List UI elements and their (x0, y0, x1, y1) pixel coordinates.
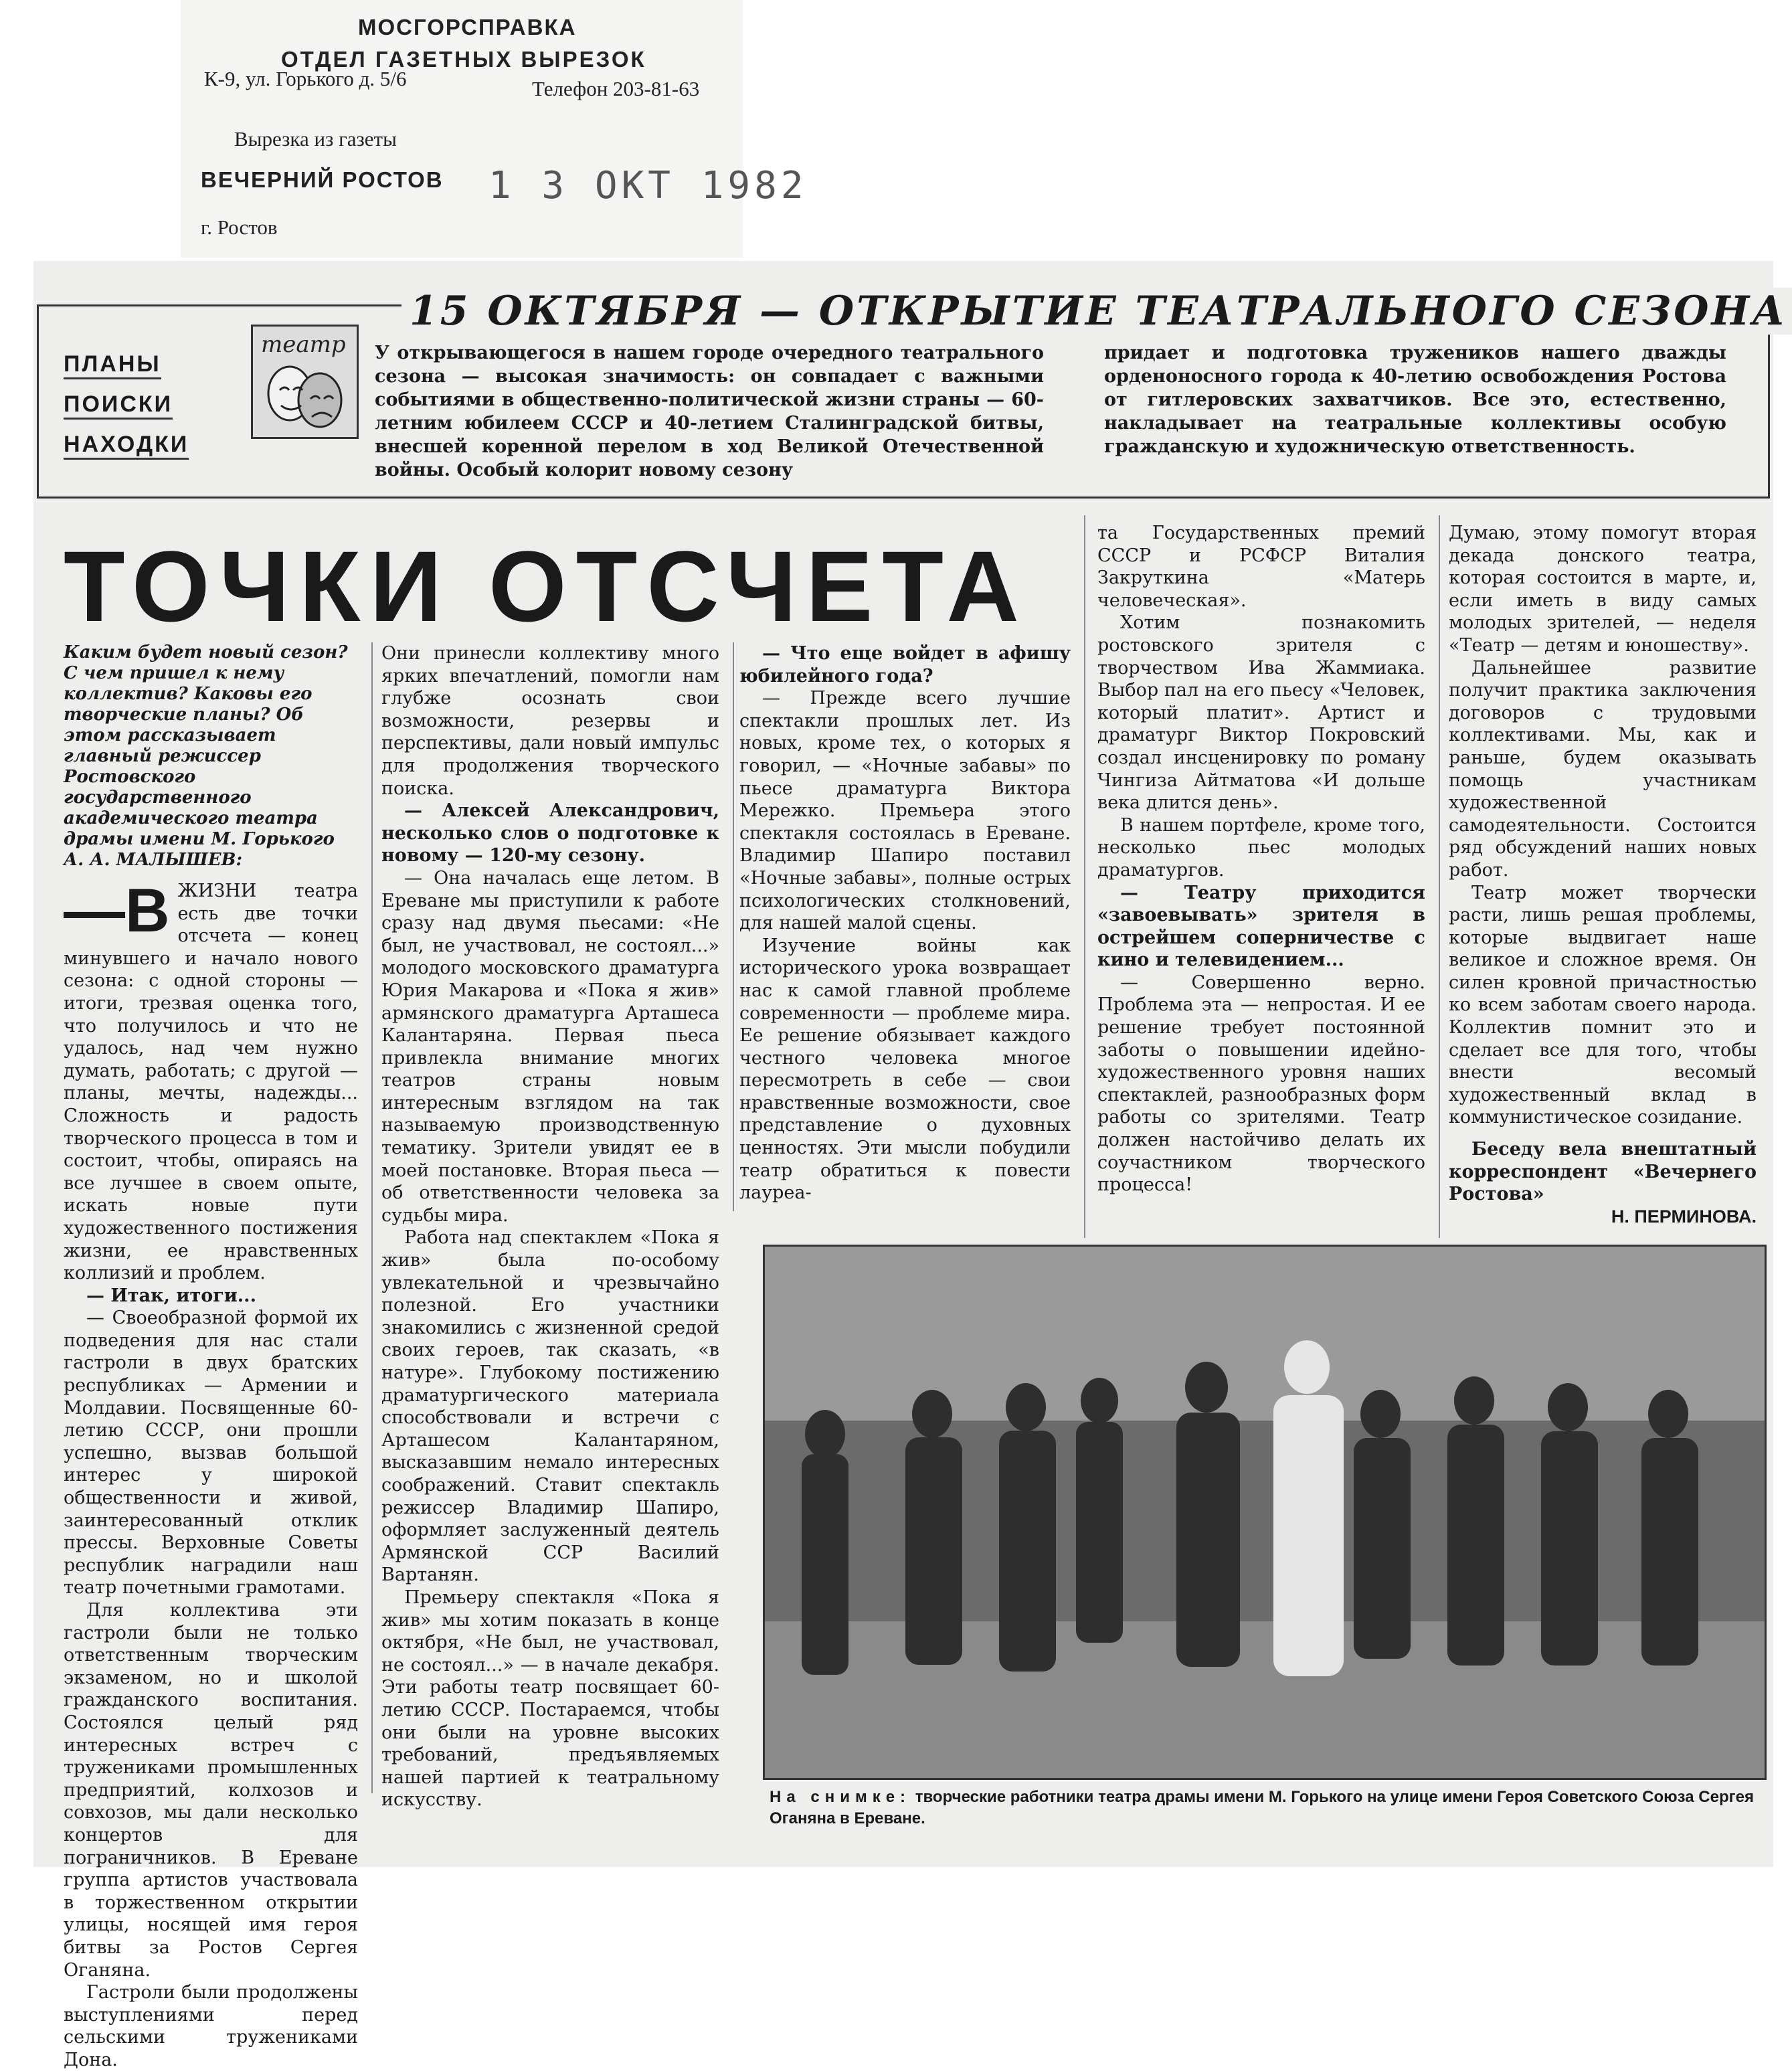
column-divider (1084, 515, 1085, 1238)
paragraph: Премьеру спектакля «Пока я жив» мы хотим показать в конце октября, «Не был, не участвовал, не состоял...» — в начале декабря. Эти работы театр посвящает 60-летию СССР. Постараемся, чтобы они были на уровне высоких требований, предъявляемых нашей партией к театральному искусству. (381, 1587, 719, 1811)
article-column-5 (1449, 522, 1757, 1228)
paragraph: — Она началась еще летом. В Ереване мы приступили к работе сразу над двумя пьесами: «Не был, не участвовал, не состоял...» молодого московского драматурга Юрия Макарова и «Пока я жив» армянского драматурга Арташеса Калантаряна. Первая пьеса привлекла внимание многих театров страны новым интересным взглядом на так называемую производственную тематику. Зрители увидят ее в моей постановке. Вторая пьеса — об ответственности человека за судьбы мира. (381, 867, 719, 1226)
logo-text: театр (261, 331, 346, 358)
paragraph: Думаю, этому помогут вторая декада донского театра, которая состоится в марте, и, если иметь в виду самых молодых зрителей, — неделя «Театр — детям и юношеству». (1449, 523, 1757, 656)
question: — Что еще войдет в афишу юбилейного года? (739, 643, 1071, 687)
paragraph: Гастроли были продолжены выступлениями перед сельскими тружениками Дона. (64, 1982, 358, 2070)
caption-lead: На снимке: (770, 1788, 911, 1806)
paragraph: Изучение войны как исторического урока возвращает нас к самой главной проблеме современности — проблеме мира. Ее решение обязывает каждого честного человека многое пересмотреть в себе — свои нравственные возможности, свое представление о духовных ценностях. Эти мысли побудили театр обратиться к повести лауреа- (739, 935, 1071, 1204)
paragraph: Для коллектива эти гастроли были не только ответственным творческим экзаменом, но и школой гражданского воспитания. Состоялся целый ряд интересных встреч с тружениками промышленных предприятий, колхозов и совхозов, мы дали несколько концертов для пограничников. В Ереване группа артистов участвовала в торжественном открытии улицы, носящей имя героя битвы за Ростов Сергея Оганяна. (64, 1600, 358, 1981)
question: — Итак, итоги... (86, 1285, 256, 1306)
column-divider (371, 642, 373, 1793)
paragraph: В нашем портфеле, кроме того, несколько пьес молодых драматургов. (1097, 814, 1425, 881)
article-column-3 (739, 642, 1071, 1204)
column-divider (1439, 515, 1440, 1238)
paragraph: Хотим познакомить ростовского зрителя с творчеством Ива Жаммиака. Выбор пал на его пьесу «Человек, который платит». Артист и драматург Виктор Покровский создал инсценировку по роману Чингиза Айтматова «И дольше века длится день». (1097, 612, 1425, 814)
stamp-phone: Телефон 203-81-63 (532, 77, 700, 100)
stamp-newspaper: ВЕЧЕРНИЙ РОСТОВ (201, 167, 444, 192)
author-signature: Н. ПЕРМИНОВА. (1611, 1206, 1757, 1227)
theatre-masks-logo (251, 325, 359, 439)
clipping-service-stamp (181, 0, 808, 258)
dropcap: —В (64, 877, 170, 945)
rubric-plans: ПЛАНЫ (64, 351, 161, 379)
question: — Алексей Александрович, несколько слов о подготовке к новому — 120-му сезону. (381, 800, 719, 867)
question: — Театру приходится «завоевывать» зрителя в острейшем соперничестве с кино и телевидением... (1097, 882, 1425, 971)
banner-lead-left: У открывающегося в нашем городе очередного театрального сезона — высокая значимость: он совпадает с важными событиями в общественно-политической жизни страны — 60-летним юбилеем СССР и 40-летием Сталинградской битвы, внесшей коренной перелом в ход Великой Отечественной войны. Особый колорит новому сезону (375, 343, 1044, 480)
article-headline: ТОЧКИ ОТСЧЕТА (64, 530, 1028, 642)
stamp-department: ОТДЕЛ ГАЗЕТНЫХ ВЫРЕЗОК (281, 47, 646, 72)
photo-caption (770, 1787, 1767, 1829)
column-divider (733, 642, 734, 1211)
stamp-address: К-9, ул. Горького д. 5/6 (204, 67, 407, 90)
byline: Беседу вела внештатный корреспондент «Вечернего Ростова» (1449, 1139, 1757, 1205)
stamp-agency: МОСГОРСПРАВКА (358, 15, 577, 39)
article-column-2 (381, 642, 719, 1811)
paragraph: Театр может творчески расти, лишь решая проблемы, которые выдвигает наше великое и сложное время. Он силен кровной причастностью ко всем заботам своего народа. Коллектив помнит это и сделает все для того, чтобы внести весомый художественный вклад в коммунистическое созидание. (1449, 882, 1757, 1128)
article-column-1 (64, 642, 358, 2071)
paragraph: Они принесли коллективу много ярких впечатлений, помогли нам глубже осознать свои возможности, резервы и перспективы, дали новый импульс для продолжения творческого поиска. (381, 643, 719, 799)
rubric-findings: НАХОДКИ (64, 432, 189, 460)
article-column-4 (1097, 522, 1425, 1196)
article-intro: Каким будет новый сезон? С чем пришел к нему коллектив? Каковы его творческие планы? Об этом рассказывает главный режиссер Ростовского государственного академического театра драмы имени М. Горького А. А. МАЛЫШЕВ: (64, 642, 348, 870)
paragraph: Работа над спектаклем «Пока я жив» была по-особому увлекательной и чрезвычайно полезной. Его участники знакомились с жизненной средой своих героев, так сказать, «в натуре». Глубокому постижению драматургического материала способствовали и встречи с Арташесом Калантаряном, высказавшим немало интересных соображений. Ставит спектакль режиссер Владимир Шапиро, оформляет заслуженный деятель Армянской ССР Василий Вартанян. (381, 1227, 719, 1586)
paragraph: — Своеобразной формой их подведения для нас стали гастроли в двух братских республиках — Армении и Молдавии. Посвященные 60-летию СССР, они прошли успешно, вызвав большой интерес у широкой общественности и живой, заинтересованный отклик прессы. Верховные Советы республик наградили наш театр почетными грамотами. (64, 1308, 358, 1599)
banner-title: 15 ОКТЯБРЯ — ОТКРЫТИЕ ТЕАТРАЛЬНОГО СЕЗОНА (401, 288, 1792, 335)
caption-text: творческие работники театра драмы имени М. Горького на улице имени Героя Советского Союза Сергея Оганяна в Ереване. (770, 1788, 1754, 1827)
group-photo (763, 1245, 1767, 1780)
stamp-clipping-label: Вырезка из газеты (234, 127, 397, 151)
paragraph: Дальнейшее развитие получит практика заключения договоров с трудовыми коллективами. Мы, как и раньше, будем оказывать помощь участникам художественной самодеятельности. Состоится ряд обсуждений наших новых работ. (1449, 657, 1757, 881)
paragraph: — Совершенно верно. Проблема эта — непростая. И ее решение требует постоянной заботы о повышении идейно-художественного уровня наших спектаклей, разнообразных форм работы со зрителями. Театр должен настойчиво делать их соучастником творческого процесса! (1097, 972, 1425, 1196)
banner-lead-right: придает и подготовка тружеников нашего дважды орденоносного города к 40-летию освобождения Ростова от гитлеровских захватчиков. Все это, естественно, накладывает на театральные коллективы особую гражданскую и художническую ответственность. (1104, 343, 1726, 457)
paragraph: ЖИЗНИ театра есть две точки отсчета — конец минувшего и начало нового сезона: с одной стороны — итоги, трезвая оценка того, что получилось и что не удалось, над чем нужно думать, работать; с другой — планы, мечты, надежды... Сложность и радость творческого процесса в том и состоит, чтобы, опираясь на все лучшее в своем опыте, искать новые пути художественного постижения жизни, ее нравственных коллизий и проблем. (64, 881, 358, 1284)
rubric-searches: ПОИСКИ (64, 391, 173, 420)
paragraph: та Государственных премий СССР и РСФСР Виталия Закруткина «Матерь человеческая». (1097, 523, 1425, 611)
stamp-city: г. Ростов (201, 215, 278, 239)
stamp-date: 1 3 ОКТ 1982 (488, 164, 808, 207)
paragraph: — Прежде всего лучшие спектакли прошлых лет. Из новых, кроме тех, о которых я говорил, — «Ночные забавы» по пьесе драматурга Виктора Мережко. Премьера этого спектакля состоялась в Ереване. Владимир Шапиро поставил «Ночные забавы», полные острых психологических столкновений, для нашей малой сцены. (739, 688, 1071, 934)
